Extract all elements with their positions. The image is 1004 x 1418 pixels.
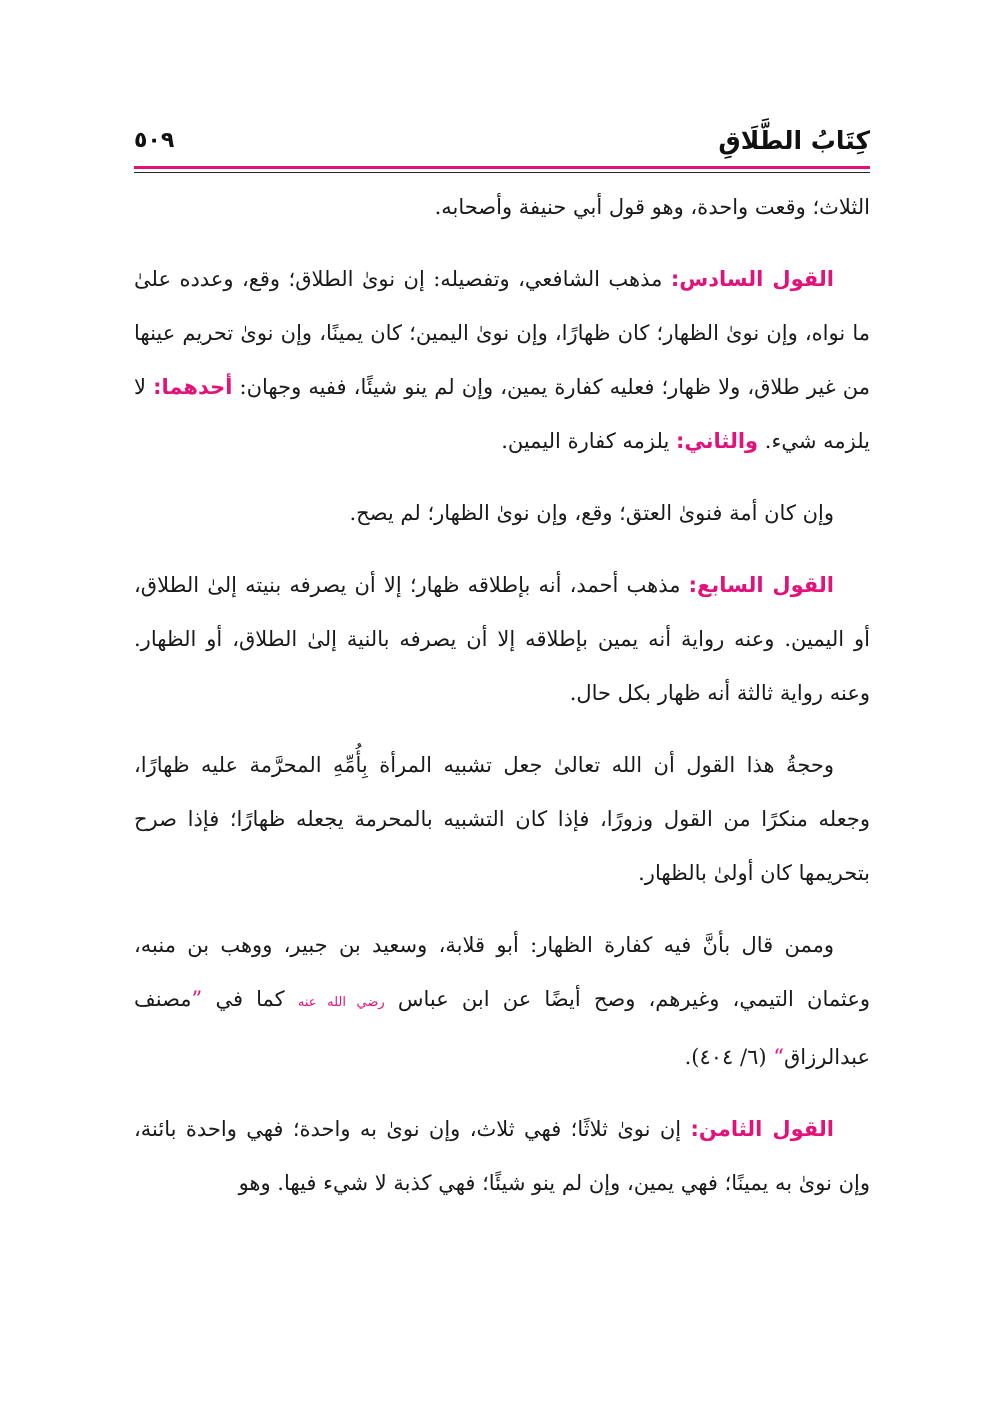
paragraph-continuation	[134, 180, 870, 234]
paragraph-text: يلزمه كفارة اليمين.	[501, 429, 676, 453]
paragraph-proponents	[134, 918, 870, 1084]
quote-mark-open: ”	[191, 987, 203, 1011]
paragraph-text: كما في	[202, 987, 298, 1011]
honorific-symbol: رضي الله عنه	[297, 995, 385, 1010]
opinion-label: القول السادس:	[670, 267, 834, 291]
paragraph-eighth-opinion	[134, 1102, 870, 1210]
paragraph-seventh-opinion	[134, 558, 870, 720]
quote-mark-close: “	[773, 1045, 785, 1069]
citation-reference: (٦/ ٤٠٤).	[684, 1045, 774, 1069]
paragraph-text: وحجةُ هذا القول أن الله تعالىٰ جعل تشبيه المرأة بِأُمِّهِ المحرَّمة عليه ظهارًا، وجعله منكرًا من القول وزورًا، فإذا كان التشبيه بالمحرمة يجعله ظهارًا؛ فإذا صرح بتحريمها كان أولىٰ بالظهار.	[134, 753, 870, 885]
paragraph-argument	[134, 738, 870, 900]
paragraph-sixth-opinion	[134, 252, 870, 468]
header-rule-black	[134, 172, 870, 173]
cited-work-title: مصنف عبدالرزاق	[134, 987, 870, 1069]
paragraph-text: مذهب أحمد، أنه بإطلاقه ظهار؛ إلا أن يصرفه بنيته إلىٰ الطلاق، أو اليمين. وعنه رواية أنه يمين بإطلاقه إلا أن يصرفه بالنية إلىٰ الطلاق، أو الظهار. وعنه رواية ثالثة أنه ظهار بكل حال.	[134, 573, 870, 705]
opinion-label: القول الثامن:	[690, 1117, 834, 1141]
paragraph-text: وممن قال بأنَّ فيه كفارة الظهار: أبو قلابة، وسعيد بن جبير، ووهب بن منبه، وعثمان التيمي، وغيرهم، وصح أيضًا عن ابن عباس	[134, 933, 870, 1011]
paragraph-text: لا يلزمه شيء.	[134, 375, 870, 453]
header-rule-pink	[134, 166, 870, 169]
page-number: ٥٠٩	[134, 128, 175, 153]
page-body	[134, 180, 870, 1228]
paragraph-text: وإن كان أمة فنوىٰ العتق؛ وقع، وإن نوىٰ الظهار؛ لم يصح.	[349, 501, 834, 525]
paragraph-text: الثلاث؛ وقعت واحدة، وهو قول أبي حنيفة وأصحابه.	[434, 195, 870, 219]
sub-label-second: والثاني:	[675, 429, 759, 453]
paragraph-slave-case	[134, 486, 870, 540]
chapter-title: كِتَابُ الطَّلَاقِ	[718, 126, 870, 155]
page-header	[134, 122, 870, 166]
paragraph-text: إن نوىٰ ثلاثًا؛ فهي ثلاث، وإن نوىٰ به واحدة؛ فهي واحدة بائنة، وإن نوىٰ به يمينًا؛ فهي يمين، وإن لم ينو شيئًا؛ فهي كذبة لا شيء فيها. وهو	[134, 1117, 870, 1195]
opinion-label: القول السابع:	[688, 573, 834, 597]
paragraph-text: مذهب الشافعي، وتفصيله: إن نوىٰ الطلاق؛ وقع، وعدده علىٰ ما نواه، وإن نوىٰ الظهار؛ كان ظهارًا، وإن نوىٰ اليمين؛ كان يمينًا، وإن نوىٰ تحريم عينها من غير طلاق، ولا ظهار؛ فعليه كفارة يمين، وإن لم ينو شيئًا، ففيه وجهان:	[134, 267, 870, 399]
sub-label-first: أحدهما:	[153, 375, 233, 399]
